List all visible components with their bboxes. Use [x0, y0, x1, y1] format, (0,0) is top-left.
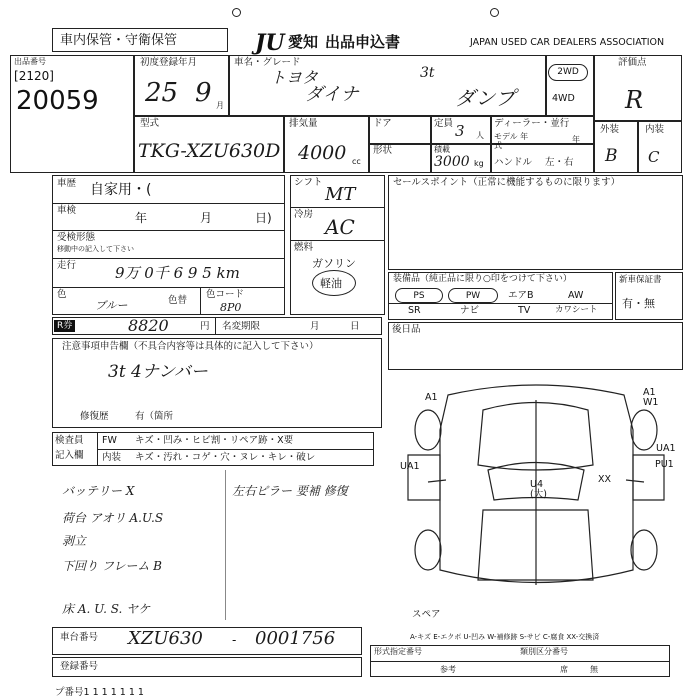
fuel-label: 燃料 — [294, 242, 314, 253]
equipment-label: 装備品（純正品に限り○印をつけて下さい） — [393, 274, 572, 284]
fuel-value: ガソリン — [312, 257, 356, 270]
capacity-unit: 人 — [476, 131, 484, 140]
inspector-label-1: 検査員 — [55, 435, 84, 446]
vehicle-grade: ダンプ — [455, 86, 516, 110]
warranty-label: 新車保証書 — [619, 275, 662, 285]
drive-4wd: 4WD — [552, 93, 575, 104]
vehicle-model: ダイナ — [305, 84, 359, 105]
diagram-pu-right: PU1 — [655, 459, 674, 470]
equipment-pw: PW — [448, 288, 498, 303]
expiry-month: 月 — [310, 321, 320, 332]
inspector-fw-items: キズ・凹み・ヒビ割・リペア跡・X要 — [135, 435, 294, 446]
later-items-frame — [388, 322, 683, 370]
inspector-int-items: キズ・汚れ・コゲ・穴・ヌレ・キレ・破レ — [135, 452, 316, 463]
interior-label: 内装 — [645, 124, 665, 135]
notes-label: 注意事項申告欄（不具合内容等は具体的に記入して下さい） — [62, 341, 319, 352]
notes-entry: 3t 4ナンバー — [108, 362, 208, 382]
inspection-year: 年 — [135, 211, 148, 225]
punch-hole-top-left — [232, 8, 241, 17]
diagram-xx: XX — [598, 474, 612, 485]
remark-2: 荷台 アオリ A.U.S — [62, 511, 164, 525]
chassis-serial: 0001756 — [255, 628, 336, 649]
warranty-options: 有・無 — [622, 297, 655, 310]
remark-right: 左右ピラー 要補 修復 — [232, 484, 348, 498]
punch-hole-top-right — [490, 8, 499, 17]
equipment-ps: PS — [395, 288, 443, 303]
recycle-value: 8820 — [128, 316, 169, 335]
damage-legend: A-キズ E-エクボ U-凹み W-補修跡 S-サビ C-腐食 XX-交換済 — [410, 633, 600, 641]
displacement-unit: cc — [352, 157, 361, 166]
diagram-a1-left: A1 — [425, 392, 438, 403]
inspection-month: 月 — [200, 211, 213, 225]
repair-history-label: 修復歴 — [80, 411, 109, 422]
inspector-label-2: 記入欄 — [55, 450, 84, 461]
pass-form-label: 受検形態 — [57, 232, 96, 243]
fuel-diesel: 軽油 — [320, 277, 342, 290]
chassis-prefix: XZU630 — [128, 628, 203, 649]
displacement-value: 4000 — [298, 142, 347, 164]
first-registration-year: 25 — [145, 78, 179, 108]
inspection-label: 車検 — [57, 205, 77, 216]
displacement-label: 排気量 — [289, 118, 318, 129]
interior-value: C — [648, 148, 660, 166]
storage-note: 車内保管・守衛保管 — [60, 33, 178, 48]
shift-label: シフト — [294, 177, 323, 188]
shape-label: 形状 — [373, 145, 393, 156]
expiry-day: 日 — [350, 321, 360, 332]
footer-seat: 席 — [560, 665, 568, 674]
registration-frame — [52, 657, 362, 677]
lot-small-number: [2120] — [14, 69, 54, 83]
footer-ref: 参考 — [440, 665, 456, 674]
model-year-unit: 年 — [572, 135, 580, 144]
grade-score: R — [625, 86, 644, 114]
chassis-label: 車台番号 — [60, 632, 99, 643]
later-items-label: 後日品 — [392, 324, 421, 335]
lot-label: 出品番号 — [14, 57, 46, 66]
footer-form-label: 形式指定番号 — [374, 647, 422, 656]
diagram-ua1-right: UA1 — [656, 443, 676, 454]
color-change-label: 色替 — [168, 295, 188, 306]
color-label: 色 — [57, 289, 67, 300]
lot-number: 20059 — [16, 86, 99, 116]
model-code-label: 型式 — [140, 118, 160, 129]
remark-4: 下回り フレーム B — [62, 559, 162, 573]
equipment-tv: TV — [518, 305, 531, 316]
first-registration-month-unit: 月 — [216, 101, 224, 110]
mileage-label: 走行 — [57, 260, 77, 271]
load-unit: kg — [474, 159, 484, 168]
capacity-label: 定員 — [434, 118, 454, 129]
drive-2wd: 2WD — [548, 64, 588, 81]
diagram-spare: スペア — [412, 609, 441, 620]
load-value: 3000 — [434, 154, 470, 170]
recycle-unit: 円 — [200, 321, 210, 332]
diagram-ua1-left: UA1 — [400, 461, 420, 472]
form-title: 出品申込書 — [325, 33, 401, 51]
recycle-label: R券 — [54, 320, 75, 332]
diagram-a1-right: A1 W1 — [643, 387, 659, 408]
model-code-value: TKG-XZU630D — [138, 140, 281, 162]
color-code-value: 8P0 — [220, 301, 242, 314]
shift-value: MT — [325, 184, 356, 205]
remark-1: バッテリー X — [62, 484, 135, 498]
vehicle-name-label: 車名・グレード — [234, 57, 301, 68]
inspection-day: 日) — [255, 211, 272, 225]
registration-label: 登録番号 — [60, 661, 99, 672]
grade-box-label: 評価点 — [618, 57, 647, 68]
footer-base: 無 — [590, 665, 598, 674]
vehicle-maker: トヨタ — [270, 68, 319, 87]
equipment-seat: カワシート — [555, 305, 598, 315]
repair-history-value: 有（箇所 — [135, 411, 174, 422]
usage-label: 車歴 — [57, 178, 77, 189]
inspector-int-label: 内装 — [102, 452, 122, 463]
pass-form-note: 移動中の記入して下さい — [57, 245, 134, 253]
handle-options: 左・右 — [545, 157, 574, 168]
equipment-aw: AW — [568, 290, 584, 301]
exterior-label: 外装 — [600, 124, 620, 135]
association-name: JAPAN USED CAR DEALERS ASSOCIATION — [470, 37, 665, 48]
diagram-center-damage: U4 (大) — [530, 479, 547, 500]
mileage-value: 9万 0千 6 9 5 km — [115, 264, 240, 282]
color-value: ブルー — [95, 299, 128, 312]
model-year-label: モデル 年式 — [494, 132, 529, 150]
usage-value: 自家用・( — [90, 182, 152, 198]
region-label: 愛知 — [288, 33, 319, 51]
handle-label: ハンドル — [494, 157, 533, 168]
first-registration-month: 9 — [195, 78, 212, 108]
chassis-separator: - — [232, 633, 237, 647]
aircon-value: AC — [325, 215, 355, 239]
recycle-frame — [52, 317, 382, 335]
inspector-fw-label: FW — [102, 435, 117, 446]
doors-label: ドア — [373, 118, 392, 129]
vehicle-tonnage: 3t — [420, 65, 435, 81]
exterior-value: B — [605, 146, 618, 166]
remark-5: 床 A. U. S. ヤケ — [62, 602, 151, 616]
equipment-navi: ナビ — [460, 305, 480, 316]
equipment-sr: SR — [408, 305, 421, 316]
ju-logo: JU — [255, 30, 285, 56]
footer-class-label: 類別区分番号 — [520, 647, 568, 656]
aircon-label: 冷房 — [294, 209, 314, 220]
capacity-value: 3 — [455, 122, 465, 140]
selling-points-label: セールスポイント（正常に機能するものに限ります） — [393, 177, 621, 188]
load-label: 積載 — [434, 145, 450, 154]
selling-points-frame — [388, 175, 683, 270]
dealer-label: ディーラー・並行 — [494, 118, 570, 129]
color-code-label: 色コード — [206, 289, 245, 300]
footer-tab: プ番号1 1 1 1 1 1 1 — [55, 687, 144, 698]
remark-3: 剥立 — [62, 534, 87, 548]
first-registration-label: 初度登録年月 — [140, 57, 198, 68]
equipment-airbag: エアB — [508, 290, 534, 301]
expiry-label: 名変期限 — [222, 321, 261, 332]
